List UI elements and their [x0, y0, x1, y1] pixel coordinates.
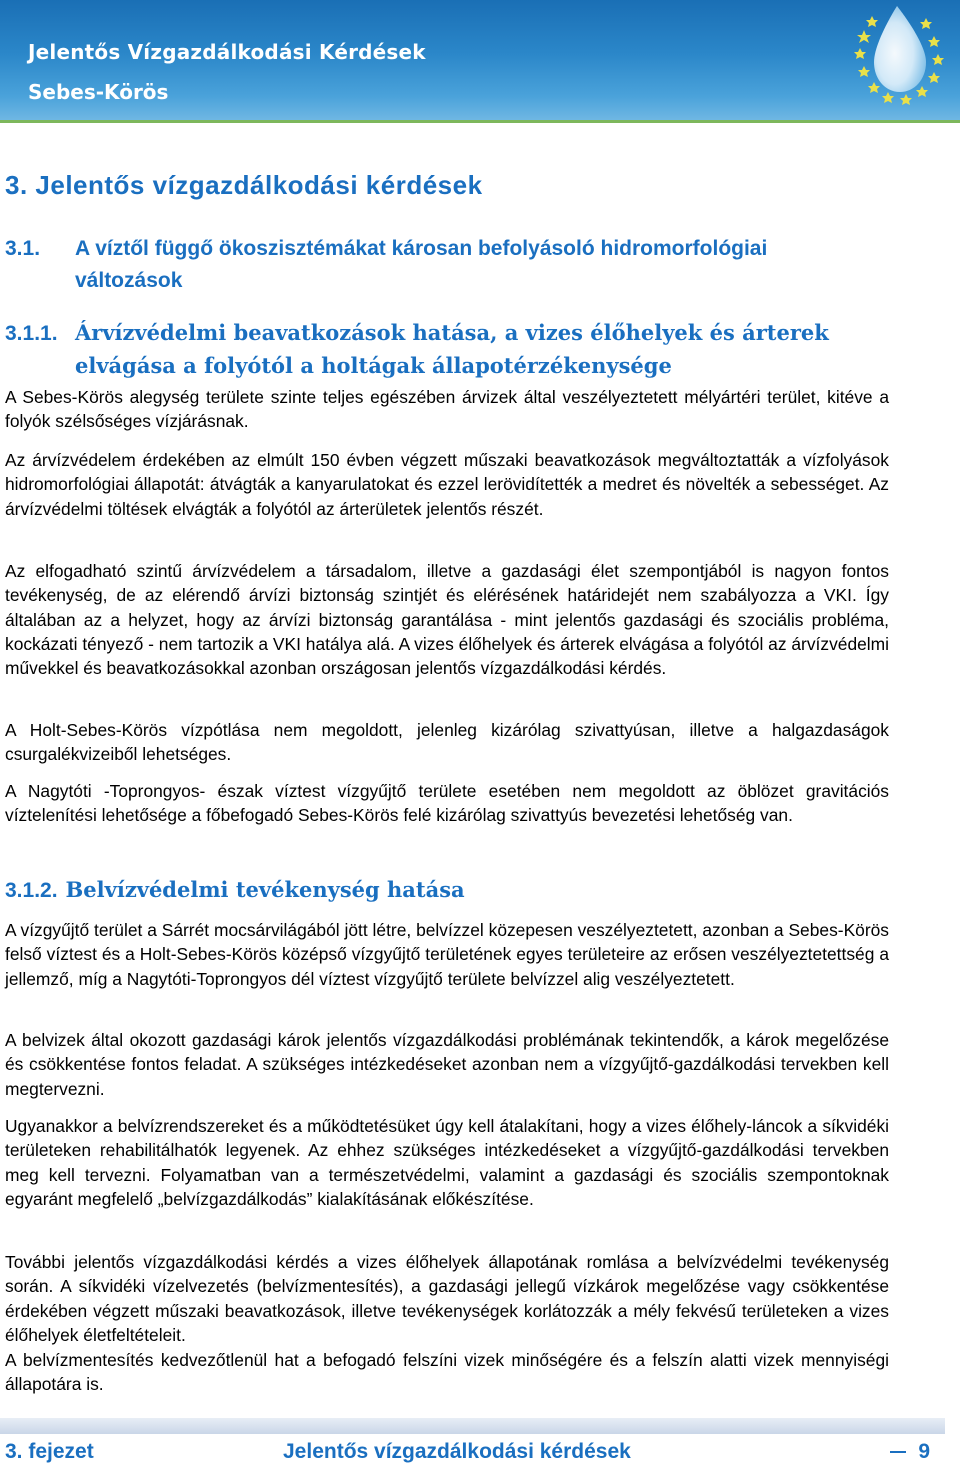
subsection-number-2: 3.1.2.	[5, 879, 58, 902]
footer-dash	[890, 1451, 906, 1453]
subsection-title-1-line1: Árvízvédelmi beavatkozások hatása, a vizes élőhelyek és árterek	[75, 320, 829, 345]
paragraph-7: A belvizek által okozott gazdasági károk jelentős vízgazdálkodási problémának tekintendők, a károk megelőzése és csökkentése fontos feladat. A szükséges intézkedéseket azonban nem a vízgyűjtő-gazdálkodási tervekben kell megtervezni.	[5, 1030, 889, 1099]
subsection-heading-1	[5, 317, 889, 382]
paragraph-5: A Nagytóti -Toprongyos- észak víztest vízgyűjtő területe esetében nem megoldott az öblözet gravitációs víztelenítési lehetősége a főbefogadó Sebes-Körös felé kizárólag szivattyús bevezetési lehetőség van.	[5, 781, 889, 826]
footer-title: Jelentős vízgazdálkodási kérdések	[283, 1440, 631, 1463]
chapter-heading: 3. Jelentős vízgazdálkodási kérdések	[5, 170, 483, 200]
header-accent-band	[0, 120, 960, 123]
paragraph-1: A Sebes-Körös alegység területe szinte teljes egészében árvizek által veszélyeztetett mélyártéri terület, kitéve a folyók szélsőséges vízjárásnak.	[5, 387, 889, 432]
water-drop-eu-stars-icon	[802, 0, 952, 120]
section-number: 3.1.	[5, 237, 41, 260]
paragraph-3: Az elfogadható szintű árvízvédelem a társadalom, illetve a gazdasági élet szempontjából is nagyon fontos tevékenység, de az elérendő árvízi biztonság szintjét és elérésének határidejét nem szabályozza a VKI. Így általában az a helyzet, hogy az árvízi biztonság garantálása - mint jelentős gazdasági és szociális probléma, kockázati tényező - nem tartozik a VKI hatálya alá. A vizes élőhelyek és árterek elvágása a folyótól az árvízvédelmi művekkel és beavatkozásokkal azonban országosan jelentős vízgazdálkodási kérdés.	[5, 561, 889, 679]
paragraph-9: További jelentős vízgazdálkodási kérdés a vizes élőhelyek állapotának romlása a belvízvédelmi tevékenység során. A síkvidéki vízelvezetés (belvízmentesítés), a gazdasági jellegű vízkárok megelőzése vagy csökkentése érdekében végzett műszaki beavatkozások, illetve tevékenységek korlátozzák a mély fekvésű területeken a vizes élőhelyek életfeltételeit.	[5, 1252, 889, 1345]
header-subtitle: Sebes-Körös	[28, 80, 169, 104]
paragraph-6: A vízgyűjtő terület a Sárrét mocsárvilágából jött létre, belvízzel közepesen veszélyeztetett, azonban a Sebes-Körös felső víztest és a Holt-Sebes-Körös középső vízgyűjtő területének egyes területeire az erősen veszélyeztetettség a jellemző, míg a Nagytóti-Toprongyos dél víztest vízgyűjtő területe belvízzel alig veszélyeztetett.	[5, 920, 889, 989]
section-heading	[5, 233, 889, 297]
header-title: Jelentős Vízgazdálkodási Kérdések	[28, 40, 426, 64]
paragraph-4: A Holt-Sebes-Körös vízpótlása nem megoldott, jelenleg kizárólag szivattyúsan, illetve a halgazdaságok csurgalékvizeiből lehetséges.	[5, 720, 889, 765]
footer-chapter: 3. fejezet	[5, 1440, 94, 1463]
subsection-title-2: Belvízvédelmi tevékenység hatása	[65, 877, 465, 902]
paragraph-10: A belvízmentesítés kedvezőtlenül hat a befogadó felszíni vizek minőségére és a felszín alatti vizek mennyiségi állapotára is.	[5, 1350, 889, 1395]
footer-page-number-wrap	[890, 1440, 930, 1464]
subsection-heading-2	[5, 877, 465, 903]
paragraph-8: Ugyanakkor a belvízrendszereket és a működtetésüket úgy kell átalakítani, hogy a vizes élőhely-láncok a síkvidéki területeken rehabilitálhatók legyenek. Az ehhez szükséges intézkedéseket a vízgyűjtő-gazdálkodási tervekben meg kell tervezni. Folyamatban van a természetvédelmi, valamint a gazdasági és szociális szempontoknak egyaránt megfelelő „belvízgazdálkodás” kialakításának előkészítése.	[5, 1116, 889, 1209]
footer-divider	[0, 1418, 945, 1434]
page-header	[0, 0, 960, 120]
page-footer	[5, 1440, 930, 1466]
subsection-title-1-line2: elvágása a folyótól a holtágak állapotérzékenysége	[75, 353, 672, 378]
paragraph-2: Az árvízvédelem érdekében az elmúlt 150 évben végzett műszaki beavatkozások megváltoztatták a vízfolyások hidromorfológiai állapotát: átvágták a kanyarulatokat és ezzel lerövidítették a medret és növelték a sebességet. Az árvízvédelmi töltések elvágták a folyótól az árterületek jelentős részét.	[5, 450, 889, 519]
subsection-number-1: 3.1.1.	[5, 322, 58, 345]
section-title-line1: A víztől függő ökoszisztémákat károsan befolyásoló hidromorfológiai	[75, 237, 768, 260]
section-title-line2: változások	[75, 269, 183, 292]
footer-page-number: 9	[918, 1440, 930, 1463]
